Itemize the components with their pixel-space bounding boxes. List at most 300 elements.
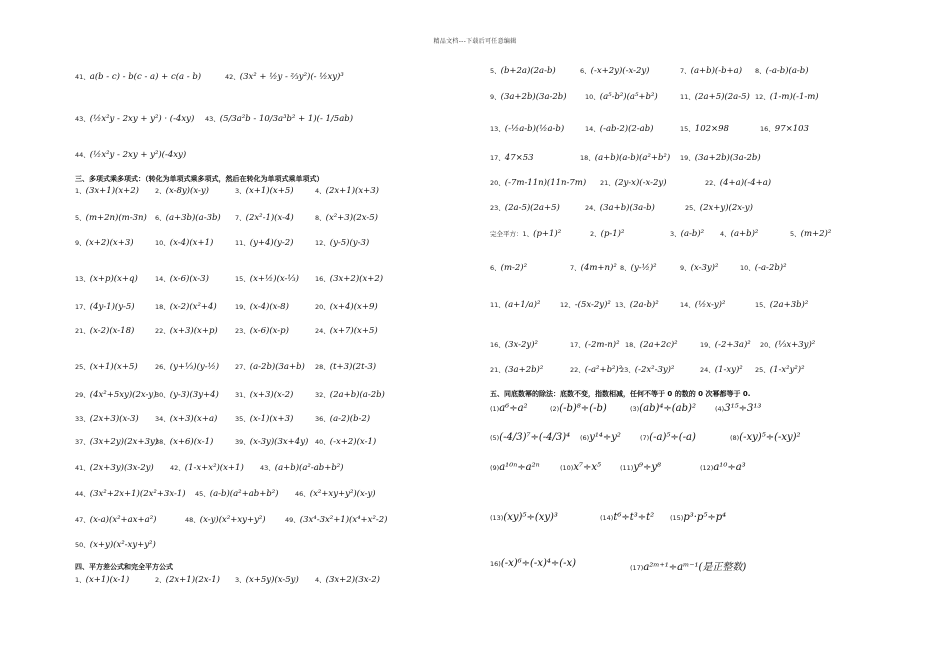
problem-number: 20、 bbox=[760, 341, 775, 349]
problem-number: 20、 bbox=[490, 179, 505, 187]
problem-expression: (x-4)(x+1) bbox=[169, 238, 214, 248]
problem-item bbox=[235, 575, 299, 585]
problem-expression: (xy)⁵÷(xy)³ bbox=[503, 512, 558, 523]
problem-item bbox=[670, 229, 704, 239]
problem-number: 25、 bbox=[75, 363, 90, 371]
problem-number: 28、 bbox=[315, 363, 330, 371]
problem-expression: (2y-x)(-x-2y) bbox=[614, 178, 667, 188]
problem-expression: (m+2)² bbox=[800, 229, 832, 239]
problem-item bbox=[585, 203, 655, 213]
problem-number: 43、 bbox=[75, 115, 90, 123]
problem-expression: (-a-b)(a-b) bbox=[765, 66, 809, 76]
problem-expression: -(5x-2y)² bbox=[574, 300, 611, 310]
problem-item bbox=[155, 362, 219, 372]
problem-expression: y⁹÷y⁸ bbox=[633, 462, 662, 473]
problem-item bbox=[75, 72, 201, 82]
problem-item bbox=[570, 340, 620, 350]
problem-expression: (-x+2y)(-x-2y) bbox=[590, 66, 650, 76]
problem-number: (13) bbox=[490, 514, 504, 522]
problem-item bbox=[570, 365, 622, 375]
problem-expression: (t+3)(2t-3) bbox=[329, 362, 377, 372]
problem-expression: (3x² + ½y - ⅔y²)(- ½xy)³ bbox=[239, 72, 344, 82]
problem-number: 44、 bbox=[75, 151, 90, 159]
problem-item bbox=[155, 274, 209, 284]
problem-expression: (x-2)(x-18) bbox=[89, 326, 135, 336]
problem-item bbox=[585, 124, 654, 134]
problem-item bbox=[490, 300, 540, 310]
problem-item bbox=[585, 92, 658, 102]
problem-expression: (a-2b)(3a+b) bbox=[249, 362, 305, 372]
problem-number: 9、 bbox=[490, 93, 501, 101]
problem-number: (1) bbox=[490, 405, 500, 413]
problem-item bbox=[490, 178, 586, 188]
problem-number: 35、 bbox=[235, 415, 250, 423]
problem-expression: (y+4)(y-2) bbox=[249, 238, 294, 248]
problem-number: 完全平方：1、 bbox=[490, 230, 534, 238]
problem-expression: (2x+1)(2x-1) bbox=[165, 575, 220, 585]
problem-number: 24、 bbox=[585, 204, 600, 212]
problem-number: (10) bbox=[560, 464, 574, 472]
problem-expression: (x+1)(x+5) bbox=[245, 186, 294, 196]
problem-number: 23、 bbox=[620, 366, 635, 374]
problem-expression: (-xy)⁵÷(-xy)² bbox=[739, 432, 801, 443]
problem-number: 41、 bbox=[75, 73, 90, 81]
problem-expression: (x+3)(x-2) bbox=[249, 390, 294, 400]
problem-number: (9) bbox=[490, 464, 500, 472]
problem-number: 17、 bbox=[570, 341, 585, 349]
problem-expression: (2a-b)² bbox=[629, 300, 659, 310]
problem-number: 6、 bbox=[490, 264, 501, 272]
problem-item bbox=[630, 558, 746, 573]
problem-item bbox=[490, 124, 564, 134]
problem-number: 1、 bbox=[75, 576, 86, 584]
problem-expression: (a+b)(a-b)(a²+b²) bbox=[594, 153, 671, 163]
problem-item bbox=[615, 300, 659, 310]
problem-number: 11、 bbox=[490, 301, 505, 309]
problem-expression: (5/3a²b - 10/3a³b² + 1)(- 1/5ab) bbox=[219, 114, 354, 124]
problem-expression: (½x²y - 2xy + y²)(-4xy) bbox=[89, 150, 187, 160]
problem-item bbox=[680, 124, 729, 134]
problem-number: (7) bbox=[640, 434, 650, 442]
problem-expression: (-a)⁵÷(-a) bbox=[649, 432, 696, 443]
problem-number: (14) bbox=[600, 514, 614, 522]
problem-expression: p³·p⁵÷p⁴ bbox=[683, 512, 727, 523]
problem-expression: (x-3y)(3x+4y) bbox=[249, 437, 309, 447]
problem-item bbox=[315, 575, 380, 585]
problem-expression: (y+⅓)(y-½) bbox=[169, 362, 220, 372]
problem-item bbox=[600, 178, 667, 188]
problem-number: 18、 bbox=[155, 303, 170, 311]
problem-number: 5、 bbox=[490, 67, 501, 75]
problem-item bbox=[315, 274, 383, 284]
problem-number: 16、 bbox=[490, 341, 505, 349]
problem-item bbox=[580, 153, 670, 163]
problem-expression: (3x+2)(3x-2) bbox=[325, 575, 380, 585]
problem-expression: (a+b)(a²-ab+b²) bbox=[274, 463, 344, 473]
problem-item bbox=[75, 238, 134, 248]
problem-number: 45、 bbox=[195, 490, 210, 498]
problem-expression: (a+b)(-b+a) bbox=[690, 66, 743, 76]
problem-item bbox=[315, 186, 379, 196]
problem-expression: (a+b)² bbox=[730, 229, 759, 239]
problem-item bbox=[315, 238, 369, 248]
problem-expression: (x+2)(x+3) bbox=[85, 238, 134, 248]
problem-number: 4、 bbox=[720, 230, 731, 238]
problem-item bbox=[560, 462, 601, 473]
problem-item bbox=[235, 326, 289, 336]
problem-expression: (a+1/a)² bbox=[504, 300, 541, 310]
problem-item bbox=[755, 365, 805, 375]
problem-expression: (x-6)(x-p) bbox=[249, 326, 289, 336]
problem-expression: (x+3)(x+a) bbox=[169, 414, 218, 424]
problem-expression: (3x+2)(x+2) bbox=[329, 274, 384, 284]
problem-item bbox=[235, 186, 294, 196]
problem-item bbox=[620, 365, 674, 375]
problem-expression: (p+1)² bbox=[533, 229, 562, 239]
problem-number: 14、 bbox=[680, 301, 695, 309]
problem-item bbox=[490, 512, 558, 523]
problem-item bbox=[75, 437, 158, 447]
problem-expression: (x+½)(x-⅓) bbox=[249, 274, 299, 284]
problem-number: (11) bbox=[620, 464, 634, 472]
problem-item bbox=[155, 186, 209, 196]
problem-number: 36、 bbox=[315, 415, 330, 423]
problem-expression: (1-xy)² bbox=[714, 365, 743, 375]
problem-number: 29、 bbox=[75, 391, 90, 399]
problem-item bbox=[490, 92, 567, 102]
problem-number: 34、 bbox=[155, 415, 170, 423]
problem-item bbox=[740, 263, 786, 273]
problem-item bbox=[580, 432, 621, 443]
problem-item bbox=[235, 238, 293, 248]
problem-number: 23、 bbox=[490, 204, 505, 212]
problem-expression: (a+3b)(a-3b) bbox=[165, 213, 221, 223]
problem-expression: (3x-2y)² bbox=[504, 340, 538, 350]
problem-expression: (ab)⁴÷(ab)² bbox=[639, 403, 696, 414]
problem-item bbox=[225, 72, 344, 82]
problem-item bbox=[315, 326, 378, 336]
problem-item bbox=[75, 540, 156, 550]
problem-item bbox=[155, 437, 213, 447]
problem-item bbox=[625, 340, 678, 350]
problem-number: 43、 bbox=[205, 115, 220, 123]
problem-number: 12、 bbox=[560, 301, 575, 309]
problem-item bbox=[680, 263, 718, 273]
problem-number: 17、 bbox=[490, 154, 505, 162]
problem-number: 13、 bbox=[490, 125, 505, 133]
problem-expression: (⅓x+3y)² bbox=[774, 340, 816, 350]
problem-item bbox=[620, 462, 661, 473]
problem-item bbox=[680, 300, 725, 310]
problem-number: 1、 bbox=[75, 187, 86, 195]
problem-expression: (-x+2)(x-1) bbox=[329, 437, 377, 447]
problem-number: 46、 bbox=[295, 490, 310, 498]
problem-item bbox=[75, 489, 186, 499]
problem-number: 10、 bbox=[585, 93, 600, 101]
problem-item bbox=[235, 362, 305, 372]
problem-number: 21、 bbox=[75, 327, 90, 335]
problem-number: (2) bbox=[550, 405, 560, 413]
problem-number: 7、 bbox=[570, 264, 581, 272]
problem-number: 27、 bbox=[235, 363, 250, 371]
problem-number: (5) bbox=[490, 434, 500, 442]
problem-item bbox=[315, 213, 378, 223]
problem-expression: a²ᵐ⁺¹÷aᵐ⁻¹(是正整数) bbox=[643, 562, 747, 573]
problem-expression: (4m+n)² bbox=[580, 263, 617, 273]
problem-item bbox=[490, 263, 527, 273]
problem-number: 43、 bbox=[260, 464, 275, 472]
problem-expression: (x+1)(x+5) bbox=[89, 362, 138, 372]
problem-number: 2、 bbox=[155, 576, 166, 584]
problem-number: 3、 bbox=[235, 576, 246, 584]
problem-expression: (x+3)(x+p) bbox=[169, 326, 218, 336]
problem-expression: a⁶÷a² bbox=[499, 403, 528, 414]
problem-number: 44、 bbox=[75, 490, 90, 498]
problem-number: 2、 bbox=[590, 230, 601, 238]
problem-item bbox=[600, 512, 654, 523]
problem-number: 8、 bbox=[620, 264, 631, 272]
problem-number: 47、 bbox=[75, 516, 90, 524]
problem-number: 11、 bbox=[680, 93, 695, 101]
problem-item bbox=[490, 365, 543, 375]
problem-expression: (x+6)(x-1) bbox=[169, 437, 214, 447]
problem-number: (17) bbox=[630, 564, 644, 572]
page-header: 精品文档---下载后可任意编辑 bbox=[433, 38, 517, 45]
problem-expression: (-a-2b)² bbox=[754, 263, 787, 273]
problem-expression: (p-1)² bbox=[600, 229, 625, 239]
problem-expression: (x²+3)(2x-5) bbox=[325, 213, 378, 223]
problem-item bbox=[760, 340, 815, 350]
problem-number: 14、 bbox=[155, 275, 170, 283]
problem-item bbox=[490, 203, 560, 213]
problem-number: 6、 bbox=[155, 214, 166, 222]
problem-expression: (m+2n)(m-3n) bbox=[85, 213, 147, 223]
problem-item bbox=[75, 302, 135, 312]
problem-item bbox=[155, 414, 217, 424]
problem-expression: (x-a)(x²+ax+a²) bbox=[89, 515, 157, 525]
problem-expression: t⁶÷t³÷t² bbox=[613, 512, 655, 523]
problem-expression: (2x+1)(x+3) bbox=[325, 186, 379, 196]
problem-number: 25、 bbox=[685, 204, 700, 212]
problem-number: 15、 bbox=[755, 301, 770, 309]
problem-expression: (x+1)(x-1) bbox=[85, 575, 130, 585]
problem-number: 19、 bbox=[235, 303, 250, 311]
problem-number: 10、 bbox=[740, 264, 755, 272]
problem-number: 15、 bbox=[235, 275, 250, 283]
problem-number: 16、 bbox=[315, 275, 330, 283]
problem-expression: (2x+3y)(3x-2y) bbox=[89, 463, 154, 473]
problem-item bbox=[490, 229, 561, 239]
problem-item bbox=[75, 414, 139, 424]
problem-number: 10、 bbox=[155, 239, 170, 247]
problem-number: 40、 bbox=[315, 438, 330, 446]
problem-expression: (3x⁴-3x²+1)(x⁴+x²-2) bbox=[299, 515, 388, 525]
problem-number: 9、 bbox=[680, 264, 691, 272]
problem-expression: (½x²y - 2xy + y²) · (-4xy) bbox=[89, 114, 195, 124]
problem-item bbox=[490, 66, 556, 76]
problem-item bbox=[235, 437, 308, 447]
problem-expression: (2a+3b)² bbox=[769, 300, 809, 310]
problem-expression: (4+a)(-4+a) bbox=[719, 178, 772, 188]
problem-expression: (y-3)(3y+4) bbox=[169, 390, 219, 400]
problem-expression: a¹⁰ⁿ÷a²ⁿ bbox=[499, 462, 540, 473]
problem-number: 49、 bbox=[285, 516, 300, 524]
problem-item bbox=[550, 403, 607, 414]
problem-number: 11、 bbox=[235, 239, 250, 247]
problem-expression: (a⁵-b²)(a⁵+b²) bbox=[599, 92, 658, 102]
problem-number: 24、 bbox=[315, 327, 330, 335]
problem-expression: (-a²+b²)² bbox=[584, 365, 623, 375]
problem-item bbox=[715, 403, 761, 414]
problem-expression: (-7m-11n)(11n-7m) bbox=[504, 178, 587, 188]
problem-number: 32、 bbox=[315, 391, 330, 399]
problem-expression: (3a+2b)² bbox=[504, 365, 544, 375]
problem-item bbox=[260, 463, 344, 473]
problem-item bbox=[75, 114, 194, 124]
problem-item bbox=[560, 300, 611, 310]
problem-item bbox=[155, 238, 213, 248]
problem-item bbox=[490, 558, 576, 569]
problem-number: 21、 bbox=[490, 366, 505, 374]
problem-item bbox=[580, 66, 650, 76]
problem-expression: (x+y)(x²-xy+y²) bbox=[89, 540, 156, 550]
problem-item bbox=[170, 463, 244, 473]
problem-expression: (x-y)(x²+xy+y²) bbox=[199, 515, 266, 525]
problem-item bbox=[490, 403, 528, 414]
problem-expression: (½x-y)² bbox=[694, 300, 726, 310]
problem-expression: (x-4)(x-8) bbox=[249, 302, 289, 312]
problem-number: 16) bbox=[490, 560, 501, 568]
problem-item bbox=[155, 213, 221, 223]
problem-number: 26、 bbox=[155, 363, 170, 371]
problem-item bbox=[700, 340, 751, 350]
problem-number: 50、 bbox=[75, 541, 90, 549]
problem-item bbox=[315, 437, 376, 447]
problem-expression: (4x²+5xy)(2x-y) bbox=[89, 390, 157, 400]
problem-expression: (x²+xy+y²)(x-y) bbox=[309, 489, 376, 499]
problem-expression: (2a-5)(2a+5) bbox=[504, 203, 560, 213]
problem-number: 17、 bbox=[75, 303, 90, 311]
problem-expression: a(b - c) - b(c - a) + c(a - b) bbox=[89, 72, 202, 82]
problem-expression: x⁷÷x⁵ bbox=[573, 462, 602, 473]
problem-number: 14、 bbox=[585, 125, 600, 133]
problem-number: 3、 bbox=[235, 187, 246, 195]
problem-item bbox=[235, 213, 294, 223]
problem-expression: (2x²-1)(x-4) bbox=[245, 213, 294, 223]
problem-item bbox=[490, 340, 538, 350]
problem-item bbox=[235, 302, 289, 312]
problem-item bbox=[205, 114, 353, 124]
problem-number: 3、 bbox=[670, 230, 681, 238]
problem-number: 12、 bbox=[755, 93, 770, 101]
problem-item bbox=[235, 414, 293, 424]
problem-item bbox=[755, 92, 819, 102]
problem-number: (3) bbox=[630, 405, 640, 413]
problem-number: (8) bbox=[730, 434, 740, 442]
problem-expression: y¹⁴÷y² bbox=[589, 432, 621, 443]
problem-number: 12、 bbox=[315, 239, 330, 247]
problem-expression: (1-x+x²)(x+1) bbox=[184, 463, 244, 473]
problem-item bbox=[680, 92, 750, 102]
problem-number: 6、 bbox=[580, 67, 591, 75]
problem-item bbox=[700, 462, 746, 473]
problem-number: 33、 bbox=[75, 415, 90, 423]
problem-number: 2、 bbox=[155, 187, 166, 195]
problem-expression: (b+2a)(2a-b) bbox=[500, 66, 556, 76]
problem-item bbox=[75, 274, 138, 284]
problem-number: 18、 bbox=[625, 341, 640, 349]
problem-item bbox=[490, 432, 570, 443]
problem-item bbox=[315, 390, 385, 400]
problem-item bbox=[685, 203, 753, 213]
problem-number: 24、 bbox=[700, 366, 715, 374]
problem-expression: (-½a-b)(½a-b) bbox=[504, 124, 565, 134]
problem-item bbox=[490, 153, 534, 163]
problem-expression: (x+7)(x+5) bbox=[329, 326, 378, 336]
problem-expression: 102×98 bbox=[694, 124, 729, 134]
problem-number: 19、 bbox=[680, 154, 695, 162]
problem-number: 23、 bbox=[235, 327, 250, 335]
problem-number: 20、 bbox=[315, 303, 330, 311]
problem-number: 7、 bbox=[235, 214, 246, 222]
problem-expression: (3a+2b)(3a-2b) bbox=[694, 153, 761, 163]
problem-number: 48、 bbox=[185, 516, 200, 524]
problem-expression: (x-8y)(x-y) bbox=[165, 186, 209, 196]
problem-expression: (x-3y)² bbox=[690, 263, 719, 273]
problem-number: 22、 bbox=[570, 366, 585, 374]
problem-expression: (3x²+2x+1)(2x²+3x-1) bbox=[89, 489, 186, 499]
problem-expression: (2a+5)(2a-5) bbox=[694, 92, 750, 102]
problem-number: 25、 bbox=[755, 366, 770, 374]
problem-item bbox=[75, 186, 139, 196]
problem-expression: (y-½)² bbox=[630, 263, 657, 273]
problem-expression: (2a+2c)² bbox=[639, 340, 678, 350]
problem-expression: 47×53 bbox=[504, 153, 534, 163]
problem-expression: (x+4)(x+9) bbox=[329, 302, 378, 312]
problem-expression: (3a+b)(3a-b) bbox=[599, 203, 655, 213]
problem-expression: (x-1)(x+3) bbox=[249, 414, 294, 424]
problem-expression: 97×103 bbox=[774, 124, 809, 134]
problem-number: 9、 bbox=[75, 239, 86, 247]
problem-item bbox=[285, 515, 387, 525]
problem-number: 42、 bbox=[170, 464, 185, 472]
problem-item bbox=[315, 302, 378, 312]
problem-expression: a¹⁰÷a³ bbox=[713, 462, 746, 473]
problem-item bbox=[235, 390, 293, 400]
problem-number: 30、 bbox=[155, 391, 170, 399]
problem-number: 5、 bbox=[790, 230, 801, 238]
problem-item bbox=[630, 403, 696, 414]
problem-number: 21、 bbox=[600, 179, 615, 187]
problem-number: 31、 bbox=[235, 391, 250, 399]
section-heading: 五、同底数幂的除法：底数不变，指数相减，任何不等于 0 的数的 0 次幂都等于 0. bbox=[490, 390, 751, 398]
problem-expression: (4y-1)(y-5) bbox=[89, 302, 135, 312]
problem-expression: (2a+b)(a-2b) bbox=[329, 390, 385, 400]
problem-item bbox=[155, 302, 217, 312]
problem-expression: (2x+3)(x-3) bbox=[89, 414, 139, 424]
problem-item bbox=[75, 150, 186, 160]
problem-expression: (3x+2y)(2x+3y) bbox=[89, 437, 159, 447]
problem-item bbox=[705, 178, 771, 188]
problem-item bbox=[680, 66, 742, 76]
problem-number: 4、 bbox=[315, 187, 326, 195]
problem-number: 38、 bbox=[155, 438, 170, 446]
problem-item bbox=[790, 229, 831, 239]
problem-number: (12) bbox=[700, 464, 714, 472]
problem-item bbox=[680, 153, 761, 163]
problem-number: 15、 bbox=[680, 125, 695, 133]
section-heading: 四、平方差公式和完全平方公式 bbox=[75, 563, 173, 571]
